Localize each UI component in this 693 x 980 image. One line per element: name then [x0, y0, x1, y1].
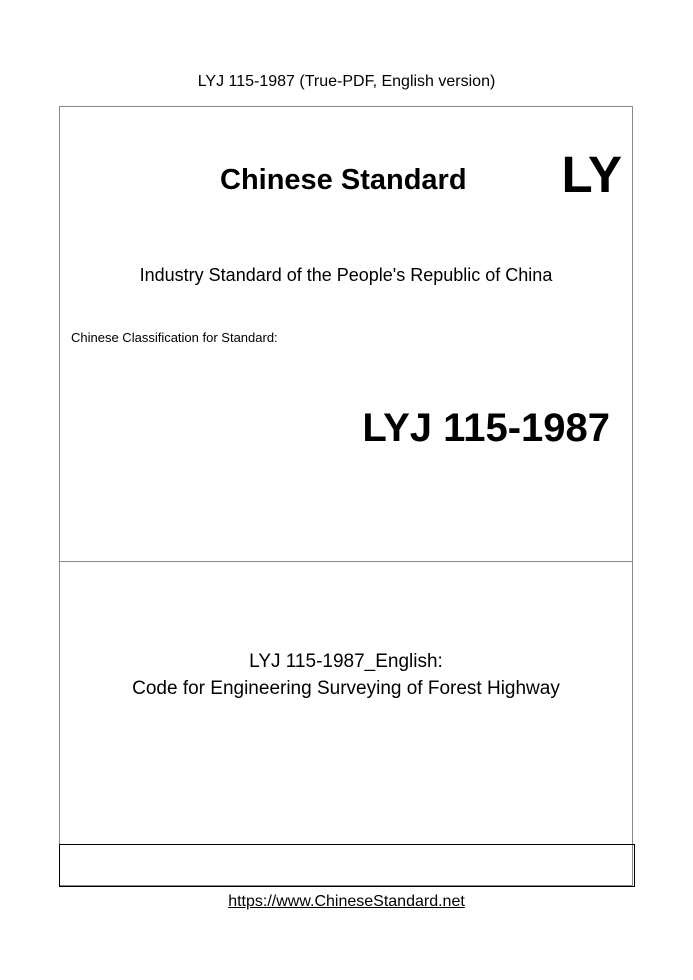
- website-link[interactable]: https://www.ChineseStandard.net: [228, 893, 465, 910]
- cover-lower-section: [60, 562, 632, 844]
- standard-number: LYJ 115-1987: [362, 406, 610, 450]
- document-title-line-2: Code for Engineering Surveying of Forest Highway: [132, 678, 560, 699]
- document-title: [60, 648, 632, 702]
- page-header: LYJ 115-1987 (True-PDF, English version): [197, 73, 496, 90]
- cover-subtitle: Industry Standard of the People's Republic of China: [139, 265, 553, 285]
- page-footer: [0, 892, 693, 912]
- cover-upper-section: [60, 107, 632, 562]
- classification-label: Chinese Classification for Standard:: [71, 330, 278, 345]
- category-code: LY: [561, 146, 622, 203]
- document-title-line-1: LYJ 115-1987_English:: [249, 651, 443, 672]
- cover-frame: [59, 106, 633, 886]
- cover-footer-box: [59, 844, 635, 887]
- cover-title: Chinese Standard: [220, 164, 467, 196]
